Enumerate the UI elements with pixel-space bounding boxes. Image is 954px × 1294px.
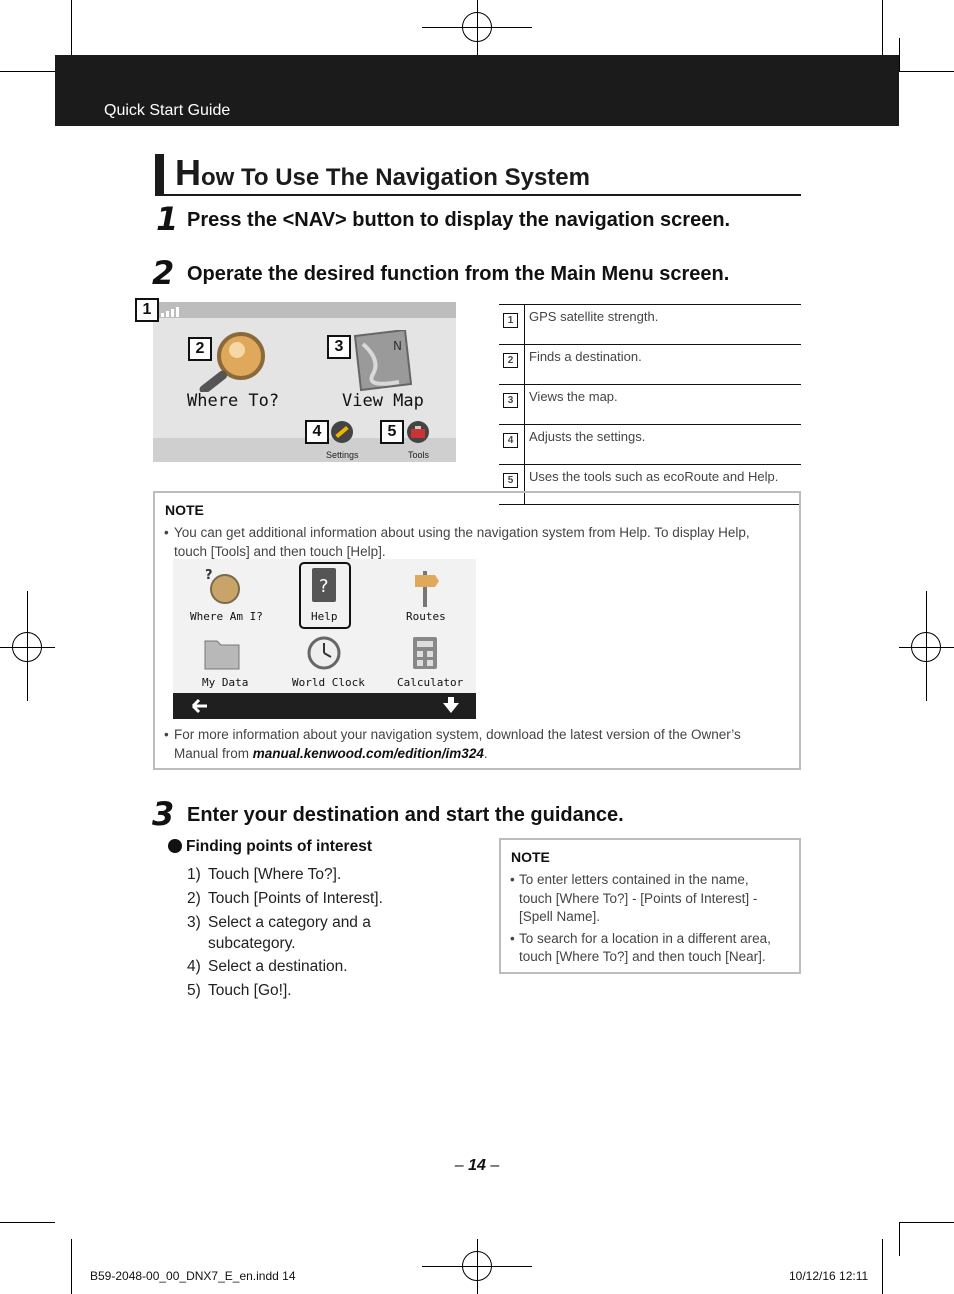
toolbox-icon — [406, 420, 430, 444]
list-number: 4) — [187, 958, 201, 975]
table-row — [499, 425, 801, 465]
tools-screenshot — [173, 559, 476, 719]
list-item — [187, 956, 201, 977]
bullet-dot — [168, 839, 182, 853]
help-book-icon — [310, 566, 338, 604]
legend-number: 2 — [503, 353, 518, 368]
callout-2: 2 — [188, 337, 212, 361]
legend-text: Views the map. — [525, 385, 802, 425]
legend-table — [499, 304, 801, 505]
note-bullet-text: [Spell Name]. — [519, 909, 601, 924]
manual-url: manual.kenwood.com/edition/im324 — [252, 746, 484, 761]
tool-label: World Clock — [292, 676, 365, 689]
crop-mark — [899, 71, 954, 72]
legend-number: 5 — [503, 473, 518, 488]
step-number: 2 — [152, 254, 175, 292]
gps-signal-icon — [161, 304, 183, 317]
poi-heading: Finding points of interest — [186, 838, 372, 855]
crop-mark — [71, 0, 72, 55]
calculator-icon — [411, 635, 439, 671]
list-item: Touch [Where To?]. — [208, 866, 342, 883]
list-item: Select a destination. — [208, 958, 348, 975]
note-bullet-marker: • — [510, 872, 515, 887]
globe-icon — [203, 565, 243, 605]
settings-label: Settings — [326, 450, 359, 460]
list-item — [187, 888, 201, 909]
list-number: 3) — [187, 914, 201, 931]
page-number-value: 14 — [468, 1157, 486, 1174]
note-text: For more information about your navigation system, download the latest version of the Owner’s Manual from — [174, 727, 741, 761]
footer-date: 10/12/16 12:11 — [789, 1269, 869, 1283]
legend-number: 4 — [503, 433, 518, 448]
dash: – — [485, 1157, 500, 1174]
registration-mark — [462, 12, 492, 42]
svg-text:?: ? — [205, 568, 213, 583]
note-bullet-text: To enter letters contained in the name, — [519, 872, 749, 887]
title-initial: H — [175, 152, 201, 193]
clock-icon — [307, 633, 341, 673]
legend-text: GPS satellite strength. — [525, 305, 802, 345]
down-arrow-icon — [441, 697, 461, 715]
where-to-label: Where To? — [187, 391, 280, 411]
step-number: 3 — [152, 795, 175, 833]
title-rule — [155, 194, 801, 196]
note-bullet-text: To search for a location in a different area, — [519, 931, 771, 946]
callout-4: 4 — [305, 420, 329, 444]
tool-label: Where Am I? — [190, 610, 263, 623]
tool-label: Calculator — [397, 676, 464, 689]
note-heading: NOTE — [511, 849, 550, 865]
list-number: 5) — [187, 982, 201, 999]
note-bullet-text: touch [Where To?] - [Points of Interest] - — [519, 891, 758, 906]
callout-3: 3 — [327, 335, 351, 359]
list-item — [187, 980, 201, 1001]
crop-mark — [0, 71, 55, 72]
title-accent-bar — [155, 154, 164, 194]
title-rest: ow To Use The Navigation System — [201, 164, 590, 191]
crop-mark — [882, 1239, 883, 1294]
dash: – — [454, 1157, 469, 1174]
crop-mark — [882, 0, 883, 55]
screen-header — [153, 302, 456, 318]
svg-text:?: ? — [319, 576, 329, 597]
map-icon — [353, 330, 413, 392]
step-text: Operate the desired function from the Main Menu screen. — [187, 263, 730, 285]
registration-mark — [12, 632, 42, 662]
header-bar — [55, 55, 899, 126]
header-section-label: Quick Start Guide — [104, 102, 231, 119]
step-number: 1 — [156, 200, 179, 238]
list-number: 1) — [187, 866, 201, 883]
list-item — [187, 864, 201, 885]
crop-mark — [0, 1222, 55, 1223]
back-arrow-icon — [189, 697, 211, 715]
legend-text: Adjusts the settings. — [525, 425, 802, 465]
tool-label: Routes — [406, 610, 446, 623]
tool-label: My Data — [202, 676, 249, 689]
note-text: . — [483, 746, 488, 761]
legend-text: Finds a destination. — [525, 345, 802, 385]
list-item: subcategory. — [208, 935, 296, 952]
legend-text: Uses the tools such as ecoRoute and Help. — [525, 465, 802, 505]
callout-1: 1 — [135, 298, 159, 322]
wrench-icon — [330, 420, 354, 444]
note-bullet-text: touch [Where To?] and then touch [Near]. — [519, 949, 766, 964]
step-text: Enter your destination and start the guidance. — [187, 804, 624, 826]
callout-5: 5 — [380, 420, 404, 444]
note-bullet-marker: • — [164, 525, 169, 540]
svg-text:N: N — [393, 339, 402, 353]
list-item: Touch [Go!]. — [208, 982, 292, 999]
crop-mark — [71, 1239, 72, 1294]
crop-mark — [899, 1222, 954, 1223]
list-item: Touch [Points of Interest]. — [208, 890, 383, 907]
routes-signpost-icon — [411, 567, 439, 607]
list-number: 2) — [187, 890, 201, 907]
table-row — [499, 385, 801, 425]
registration-mark — [462, 1251, 492, 1281]
step-text: Press the <NAV> button to display the navigation screen. — [187, 209, 731, 231]
view-map-label: View Map — [342, 391, 424, 411]
tool-label: Help — [311, 610, 338, 623]
screen-bottom-bar — [173, 693, 476, 719]
note-heading: NOTE — [165, 502, 204, 518]
list-item — [187, 912, 201, 933]
page-number — [441, 1157, 513, 1175]
footer-file: B59-2048-00_00_DNX7_E_en.indd 14 — [90, 1269, 296, 1283]
list-item: Select a category and a — [208, 914, 371, 931]
registration-mark — [911, 632, 941, 662]
tools-label: Tools — [408, 450, 430, 460]
table-row — [499, 345, 801, 385]
folder-icon — [203, 635, 243, 671]
note-bullet-text: You can get additional information about using the navigation system from Help. To display Help, touch [Tools] and then touch [Help]. — [174, 525, 750, 559]
crop-mark — [899, 1222, 900, 1256]
note-bullet-marker: • — [510, 931, 515, 946]
note-bullet-marker: • — [164, 727, 169, 742]
note-bullet-text — [174, 725, 784, 763]
page-title — [175, 152, 590, 194]
table-row — [499, 305, 801, 345]
legend-number: 3 — [503, 393, 518, 408]
legend-number: 1 — [503, 313, 518, 328]
crop-mark — [899, 38, 900, 72]
